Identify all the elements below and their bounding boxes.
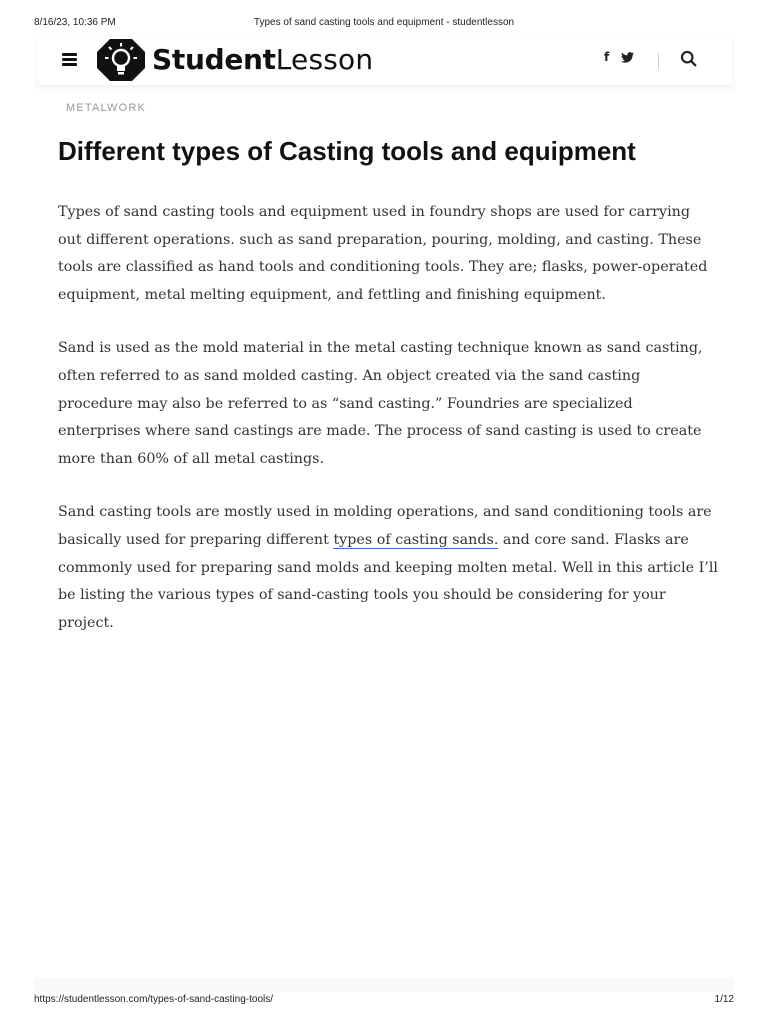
page-bottom-bar: [34, 978, 734, 992]
paragraph-text: and core sand. Flasks are commonly used for preparing sand molds and keeping molten metal. Well in this article I’ll be listing the various types of sand-casting tools you should be considering for your project.: [58, 531, 718, 631]
lightbulb-logo-icon: [96, 38, 146, 82]
logo-wordmark: [152, 38, 373, 82]
site-logo[interactable]: [96, 38, 373, 82]
paragraph-text: Sand casting tools are mostly used in molding operations, and sand conditioning tools are basically used for preparing different: [58, 504, 712, 548]
page-title: Different types of Casting tools and equipment: [58, 136, 636, 166]
site-header: [38, 37, 732, 85]
facebook-icon[interactable]: f: [604, 50, 610, 64]
logo-text-bold: Student: [152, 43, 276, 76]
twitter-icon[interactable]: [621, 52, 634, 63]
paragraph-sand-casting: Sand is used as the mold material in the metal casting technique known as sand casting, often referred to as sand molded casting. An object created via the sand casting procedure may also be referred to as “sand casting.” Foundries are specialized enterprises where sand castings are made. The process of sand casting is used to create more than 60% of all metal castings.: [58, 340, 703, 467]
logo-text-light: Lesson: [275, 43, 374, 76]
header-divider: [658, 53, 659, 69]
print-document-title: Types of sand casting tools and equipment - studentlesson: [253, 17, 515, 28]
print-header: [34, 17, 734, 31]
menu-icon[interactable]: [62, 53, 77, 66]
category-link[interactable]: METALWORK: [66, 102, 147, 114]
print-url: https://studentlesson.com/types-of-sand-casting-tools/: [34, 994, 274, 1005]
search-icon[interactable]: [680, 50, 698, 68]
paragraph-intro: Types of sand casting tools and equipment used in foundry shops are used for carrying out different operations. such as sand preparation, pouring, molding, and casting. These tools are classified as hand tools and conditioning tools. They are; flasks, power-operated equipment, metal melting equipment, and fettling and finishing equipment.: [58, 204, 708, 303]
social-links: [604, 50, 646, 64]
article-body: [58, 199, 718, 663]
print-datetime: 8/16/23, 10:36 PM: [34, 17, 116, 28]
print-footer: [34, 994, 734, 1008]
print-page-number: 1/12: [714, 994, 734, 1005]
paragraph-tools: [58, 499, 718, 637]
casting-sands-link[interactable]: types of casting sands.: [333, 531, 499, 548]
